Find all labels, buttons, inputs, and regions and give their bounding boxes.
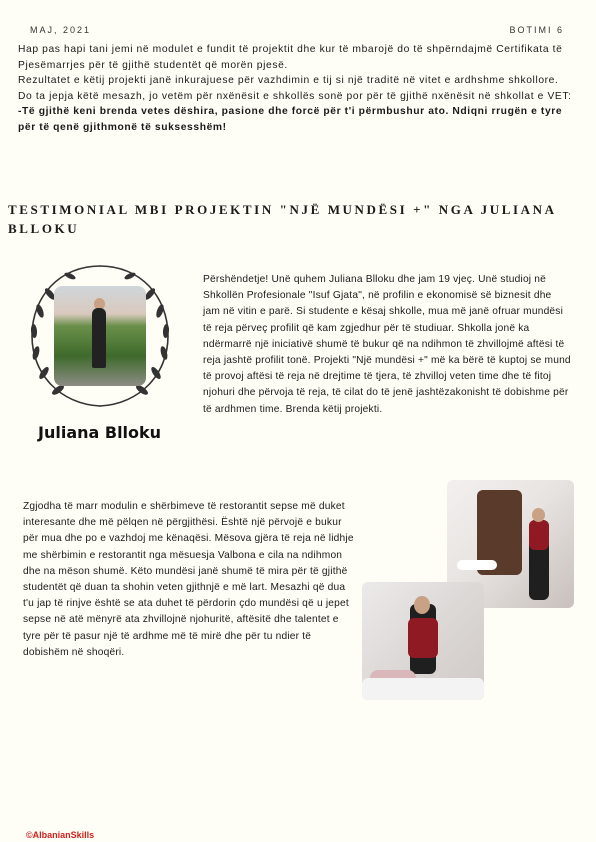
testimonial-text [203,272,571,418]
issue-date: MAJ, 2021 [30,25,92,35]
testimonial-paragraph: Përshëndetje! Unë quhem Juliana Blloku dhe jam 19 vjeç. Unë studioj në Shkollën Profesionale "Isuf Gjata", në profilin e ekonomisë së biznesit dhe jam në vitin e parë. Si studente e kësaj shkolle, mua më janë ofruar mundësi të reja përveç profilit që kam zgjedhur për të studiuar. Shkolla jonë ka ndërmarrë një iniciativë shumë të bukur që na ndihmon të zhvillojmë aftësi të reja jashtë profilit tonë. Projekti "Një mundësi +" më ka bërë të kuptoj se mund të provoj aftësi të reja në drejtime të tjera, të zhvilloj veten time dhe të fitoj njohuri dhe përvoja të reja, të cilat do të jenë jashtëzakonisht të dobishme për të ardhmen time. Brenda këtij projekti. [203,274,571,415]
intro-paragraph: Do ta jepja këtë mesazh, jo vetëm për nxënësit e shkollës sonë por për të gjithë nxënësit në shkollat e VET: [18,90,572,102]
portrait-frame [20,256,180,416]
intro-paragraph: Rezultatet e këtij projekti janë inkurajuese për vazhdimin e tij si një traditë në vitet e ardhshme shkollore. [18,75,559,86]
portrait-photo [54,286,146,386]
section-title: TESTIMONIAL MBI PROJEKTIN "NJË MUNDËSI +" NGA JULIANA BLLOKU [8,202,556,236]
module-paragraph: Zgjodha të marr modulin e shërbimeve të restorantit sepse më duket interesante dhe më pëlqen në përgjithësi. Është një përvojë e bukur për mua dhe po e vazhdoj me kënaqësi. Mësova gjëra të reja në lidhje me shërbimin e restorantit nga mësuesja Valbona e cila na ndihmon dhe na mëson shumë. Këto mundësi janë shumë të mira për të gjithë studentët që duan ta shohin veten gjithnjë e më lart. Mesazhi që dua t'u jap të rinjve është se ata duhet të përdorin çdo mundësi që u jepet sepse në atë mënyrë ata zhvillojnë njohuritë, aftësitë dhe talentet e tyre për të pasur një të ardhme më të mirë dhe për tu ndier të dobishëm në shoqëri. [23,501,354,658]
intro-message: -Të gjithë keni brenda vetes dëshira, pasione dhe forcë për t'i përmbushur ato. Ndiqni rrugën e tyre për të qenë gjithmonë të suksesshëm! [18,106,563,133]
intro-text [18,42,578,135]
restaurant-photo [362,582,484,700]
issue-number: BOTIMI 6 [509,25,564,35]
copyright-footer: ©AlbanianSkills [26,830,95,840]
intro-paragraph: Hap pas hapi tani jemi në modulet e fundit të projektit dhe kur të mbarojë do të shpërndajmë Certifikata të Pjesëmarrjes për të gjithë studentët që morën pjesë. [18,44,563,71]
student-name: Juliana Blloku [38,423,162,442]
module-text [23,499,358,661]
